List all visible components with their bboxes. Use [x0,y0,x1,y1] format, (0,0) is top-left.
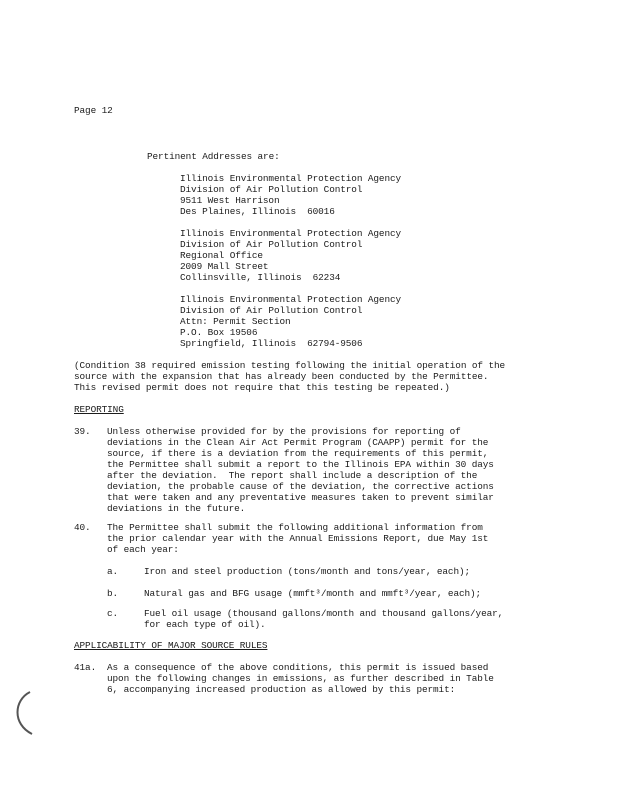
note-line: This revised permit does not require that this testing be repeated.) [74,382,450,393]
item-line: deviations in the future. [107,503,246,514]
item-line: The Permittee shall submit the following additional information from [107,522,483,533]
item-line: upon the following changes in emissions, as further described in Table [107,673,494,684]
subitem-letter: b. [107,588,119,599]
subitem-line: Iron and steel production (tons/month and tons/year, each); [144,566,471,577]
address-line: Springfield, Illinois 62794-9506 [180,338,363,349]
binding-hole-mark [8,690,36,738]
item-line: of each year: [107,544,179,555]
note-line: (Condition 38 required emission testing following the initial operation of the [74,360,506,371]
address-line: Collinsville, Illinois 62234 [180,272,341,283]
subitem-letter: c. [107,608,119,619]
subitem-letter: a. [107,566,119,577]
address-line: Regional Office [180,250,263,261]
applicability-heading: APPLICABILITY OF MAJOR SOURCE RULES [74,640,268,651]
address-line: Illinois Environmental Protection Agency [180,294,402,305]
address-line: Division of Air Pollution Control [180,184,363,195]
address-line: Division of Air Pollution Control [180,305,363,316]
address-line: Des Plaines, Illinois 60016 [180,206,335,217]
item-line: deviations in the Clean Air Act Permit Program (CAAPP) permit for the [107,437,489,448]
item-line: that were taken and any preventative measures taken to prevent similar [107,492,494,503]
item-line: the Permittee shall submit a report to the Illinois EPA within 30 days [107,459,494,470]
page-number: Page 12 [74,105,113,116]
address-line: Division of Air Pollution Control [180,239,363,250]
item-line: 6, accompanying increased production as allowed by this permit: [107,684,456,695]
address-line: 2009 Mall Street [180,261,269,272]
item-line: deviation, the probable cause of the deviation, the corrective actions [107,481,494,492]
address-line: Illinois Environmental Protection Agency [180,228,402,239]
item-line: after the deviation. The report shall include a description of the [107,470,478,481]
address-line: Illinois Environmental Protection Agency [180,173,402,184]
address-line: P.O. Box 19506 [180,327,258,338]
address-line: Attn: Permit Section [180,316,291,327]
subitem-line: for each type of oil). [144,619,266,630]
item-number: 40. [74,522,91,533]
subitem-line: Natural gas and BFG usage (mmft³/month and mmft³/year, each); [144,588,482,599]
addresses-intro: Pertinent Addresses are: [147,151,280,162]
item-line: the prior calendar year with the Annual Emissions Report, due May 1st [107,533,489,544]
item-line: Unless otherwise provided for by the provisions for reporting of [107,426,461,437]
note-line: source with the expansion that has already been conducted by the Permittee. [74,371,489,382]
address-line: 9511 West Harrison [180,195,280,206]
item-number: 41a. [74,662,97,673]
item-line: As a consequence of the above conditions, this permit is issued based [107,662,489,673]
subitem-line: Fuel oil usage (thousand gallons/month and thousand gallons/year, [144,608,504,619]
item-line: source, if there is a deviation from the requirements of this permit, [107,448,489,459]
reporting-heading: REPORTING [74,404,124,415]
item-number: 39. [74,426,91,437]
